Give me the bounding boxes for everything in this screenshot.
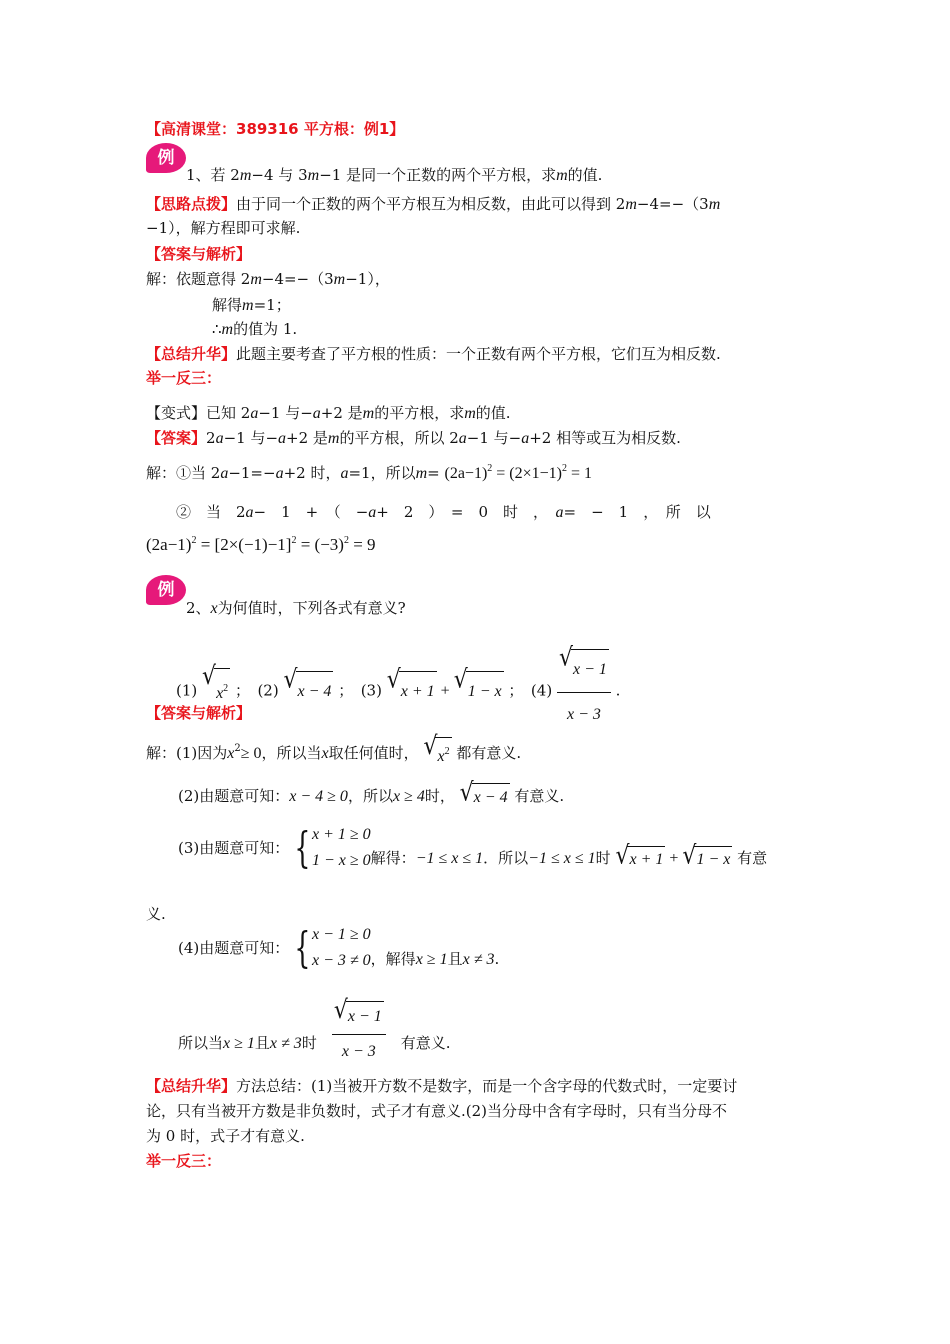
ex2-sol3: (3)由题意可知： { x + 1 ≥ 0 1 − x ≥ 0 解得：−1 ≤ x ≤ 1．所以−1 ≤ x ≤ 1时 √ x + 1 + √ 1 − x 有意 [178, 823, 768, 872]
variant-problem: 【变式】已知 2a−1 与−a+2 是m的平方根，求m的值. [146, 404, 511, 422]
case1-formula: $(2a-1)^2 = (2\times 1-1)^2 = 1$ [444, 463, 593, 482]
ex1-summary: 【总结升华】此题主要考查了平方根的性质：一个正数有两个平方根，它们互为相反数. [146, 345, 721, 363]
ex2-answer-tag: 【答案与解析】 [146, 704, 252, 722]
example-badge-2: 例 [146, 575, 186, 605]
ex2-sol1: 解：(1)因为$x^2\ge 0$，所以当x取任何值时， √ $x^2$ 都有意义. [146, 735, 521, 771]
ex2-sol3-cont: 义. [146, 905, 166, 923]
sqrt-x-minus-4-sol: √ x − 4 [460, 783, 510, 812]
variant-case1: 解：①当 2a−1=−a+2 时，a=1，所以$m= (2a-1)^2 = (2\times 1-1)^2 = 1$ [146, 463, 593, 482]
ex1-juyi: 举一反三： [146, 369, 222, 387]
ex1-sol-line2: 解得m=1； [212, 296, 291, 314]
sqrt-1-minus-x-sol: √ 1 − x [682, 846, 732, 873]
variant-case2: ② 当 2a− 1 + （ −a+ 2 ） = 0 时 ， a= − 1 ， 所 以 [176, 503, 711, 521]
ex1-problem: 1、若 2m−4 与 3m−1 是同一个正数的两个平方根，求m的值. [186, 166, 603, 184]
system-3: { x + 1 ≥ 0 1 − x ≥ 0 [294, 823, 371, 872]
ex1-hint: 【思路点拨】由于同一个正数的两个平方根互为相反数，由此可以得到 2m−4=−（3m [146, 195, 721, 213]
ex1-sol-line1: 解：依题意得 2m−4=−（3m−1）， [146, 270, 390, 288]
section-title: 【高清课堂：389316 平方根：例1】 [146, 120, 405, 138]
ex2-summary-1: 【总结升华】方法总结：(1)当被开方数不是数字，而是一个含字母的代数式时，一定要讨 [146, 1077, 738, 1095]
variant-answer: 【答案】2a−1 与−a+2 是m的平方根，所以 2a−1 与−a+2 相等或互为相反数. [146, 429, 681, 447]
case2-formula: $(2a-1)^2 = [2\times(-1)-1]^2 = (-3)^2 = 9$ [146, 535, 376, 554]
sqrt-x2-sol: √ $x^2$ [423, 737, 451, 771]
sqrt-x-plus-1: √ x + 1 [387, 671, 437, 712]
ex2-sol4: (4)由题意可知： { x − 1 ≥ 0 x − 3 ≠ 0 ，解得x ≥ 1且x ≠ 3. [178, 923, 500, 972]
ex2-summary-2: 论，只有当被开方数是非负数时，式子才有意义.(2)当分母中含有字母时，只有当分母不 [146, 1102, 728, 1120]
ex2-summary-3: 为 0 时，式子才有意义. [146, 1127, 305, 1145]
ex2-sol5: 所以当x ≥ 1且x ≠ 3时 √ x − 1 x − 3 有意义. [178, 1000, 451, 1067]
ex2-juyi: 举一反三： [146, 1152, 222, 1170]
ex1-sol-line3: ∴m的值为 1. [212, 320, 298, 338]
fraction-4: √ x − 1 x − 3 [557, 648, 611, 735]
sqrt-x-plus-1-sol: √ x + 1 [615, 846, 665, 873]
system-4: { x − 1 ≥ 0 x − 3 ≠ 0 [294, 923, 371, 972]
example-badge-1: 例 [146, 143, 186, 173]
sqrt-1-minus-x: √ 1 − x [454, 671, 504, 712]
ex2-sol2: (2)由题意可知：x − 4 ≥ 0，所以x ≥ 4时， √ x − 4 有意义. [178, 782, 564, 812]
sqrt-x-minus-4: √ x − 4 [283, 671, 333, 712]
ex1-answer-tag: 【答案与解析】 [146, 245, 252, 263]
fraction-sol5: √ x − 1 x − 3 [332, 1000, 386, 1067]
ex2-problem: 2、x为何值时，下列各式有意义? [186, 599, 406, 617]
sqrt-x2: √ $x^2$ [202, 668, 230, 714]
ex1-hint-cont: −1），解方程即可求解. [146, 219, 301, 237]
ex2-expressions: (1) √ $x^2$ ； (2) √ x − 4 ； (3) √ x + 1 + √ 1 − x ； (4) √ x − 1 x − 3 . [176, 648, 620, 735]
